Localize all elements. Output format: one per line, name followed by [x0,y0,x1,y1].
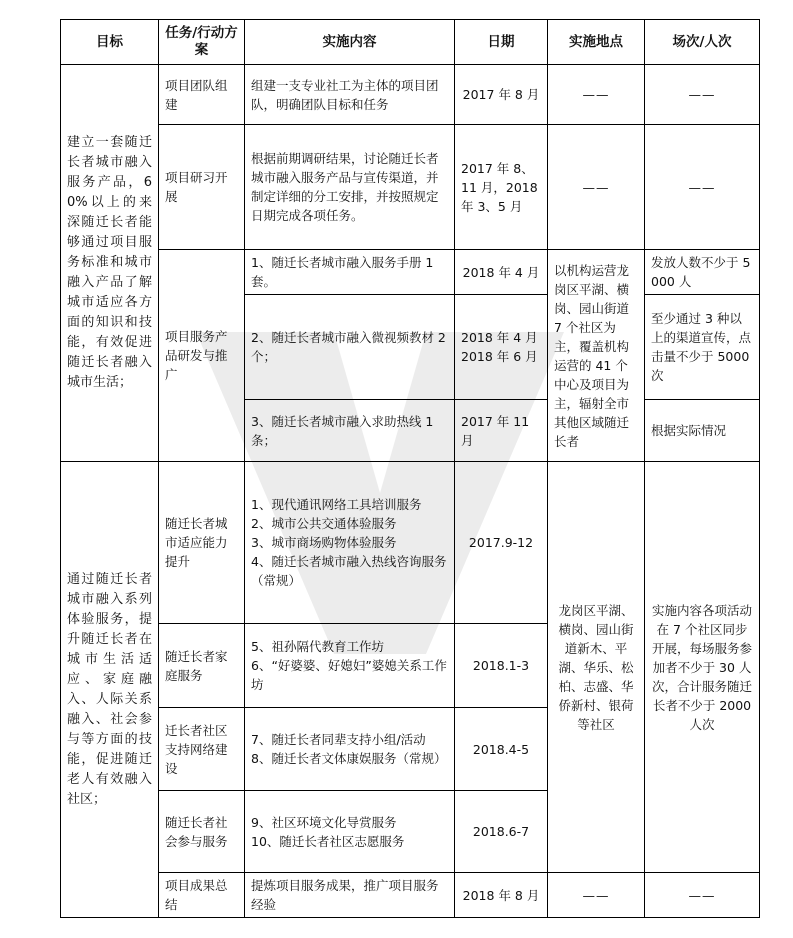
content-line: 1、现代通讯网络工具培训服务 [251,497,422,512]
plan-table [60,19,760,918]
content-line: 根据前期调研结果，讨论随迁长者城市融入服务产品与宣传渠道，并制定详细的分工安排，并按照规定日期完成各项任务。 [251,151,439,223]
header-date: 日期 [455,20,548,65]
task-cell: 随迁长者社会参与服务 [159,791,245,873]
content-line: 10、随迁长者社区志愿服务 [251,833,405,849]
date-cell: 2017.9-12 [455,462,548,624]
date-cell: 2018 年 4 月 [455,250,548,295]
content-line: 2、城市公共交通体验服务 [251,516,397,531]
table-row [61,250,760,295]
task-cell: 项目团队组建 [159,65,245,125]
content-cell [245,65,455,125]
content-line: 7、随迁长者同辈支持小组/活动 [251,732,426,747]
date-cell: 2017 年 8 月 [455,65,548,125]
content-cell [245,462,455,624]
count-cell: —— [645,125,760,250]
count-cell: 根据实际情况 [645,400,760,462]
count-cell: 发放人数不少于 5000 人 [645,250,760,295]
content-cell [245,791,455,873]
goal-cell: 通过随迁长者城市融入系列体验服务，提升随迁长者在城市生活适应、家庭融入、人际关系融入、社会参与等方面的技能，促进随迁老人有效融入社区； [61,462,159,918]
content-line: 提炼项目服务成果，推广项目服务经验 [251,878,439,912]
task-cell: 迁长者社区支持网络建设 [159,708,245,791]
date-cell: 2017 年 8、11 月，2018 年 3、5 月 [455,125,548,250]
table-row [61,65,760,125]
content-cell [245,295,455,400]
content-cell [245,250,455,295]
content-cell [245,400,455,462]
goal-cell: 建立一套随迁长者城市融入服务产品，60%以上的来深随迁长者能够通过项目服务标准和城市融入产品了解城市适应各方面的知识和技能，有效促进随迁长者融入城市生活； [61,65,159,462]
content-line: 9、社区环境文化导赏服务 [251,814,397,830]
date-cell: 2018 年 8 月 [455,873,548,918]
count-cell: 至少通过 3 种以上的渠道宣传，点击量不少于 5000 次 [645,295,760,400]
table-row [61,873,760,918]
table-header-row [61,20,760,65]
content-line: 4、随迁长者城市融入热线咨询服务（常规） [251,554,447,588]
header-count: 场次/人次 [645,20,760,65]
content-cell [245,873,455,918]
content-line: 3、随迁长者城市融入求助热线 1 条； [251,413,434,448]
table-row [61,125,760,250]
header-goal: 目标 [61,20,159,65]
date-cell: 2018.6-7 [455,791,548,873]
count-cell: —— [645,873,760,918]
content-line: 8、随迁长者文体康娱服务（常规） [251,751,447,766]
header-task: 任务/行动方案 [159,20,245,65]
task-cell: 随迁长者家庭服务 [159,624,245,708]
date-cell: 2018.1-3 [455,624,548,708]
place-cell: 龙岗区平湖、横岗、园山街道新木、平湖、华乐、松柏、志盛、华侨新村、银荷等社区 [548,462,645,873]
content-cell [245,125,455,250]
table-row [61,462,760,624]
date-cell: 2018.4-5 [455,708,548,791]
header-content: 实施内容 [245,20,455,65]
content-line: 1、随迁长者城市融入服务手册 1 套。 [251,255,434,289]
task-cell: 随迁长者城市适应能力提升 [159,462,245,624]
content-cell [245,708,455,791]
task-cell: 项目成果总结 [159,873,245,918]
header-place: 实施地点 [548,20,645,65]
date-cell: 2017 年 11 月 [455,400,548,462]
place-cell: —— [548,125,645,250]
content-cell [245,624,455,708]
date-cell: 2018 年 4 月 2018 年 6 月 [455,295,548,400]
place-cell: —— [548,65,645,125]
place-cell: 以机构运营龙岗区平湖、横岗、园山街道 7 个社区为主，覆盖机构运营的 41 个中心及项目为主，辐射全市其他区域随迁长者 [548,250,645,462]
task-cell: 项目服务产品研发与推广 [159,250,245,462]
place-cell: —— [548,873,645,918]
content-line: 5、祖孙隔代教育工作坊 [251,639,384,654]
content-line: 3、城市商场购物体验服务 [251,535,397,550]
content-line: 组建一支专业社工为主体的项目团队，明确团队目标和任务 [251,77,439,112]
count-cell: —— [645,65,760,125]
task-cell: 项目研习开展 [159,125,245,250]
count-cell: 实施内容各项活动在 7 个社区同步开展，每场服务参加者不少于 30 人次，合计服务随迁长者不少于 2000 人次 [645,462,760,873]
content-line: 6、“好婆婆、好媳妇”婆媳关系工作坊 [251,658,447,692]
content-line: 2、随迁长者城市融入微视频教材 2 个； [251,330,446,364]
